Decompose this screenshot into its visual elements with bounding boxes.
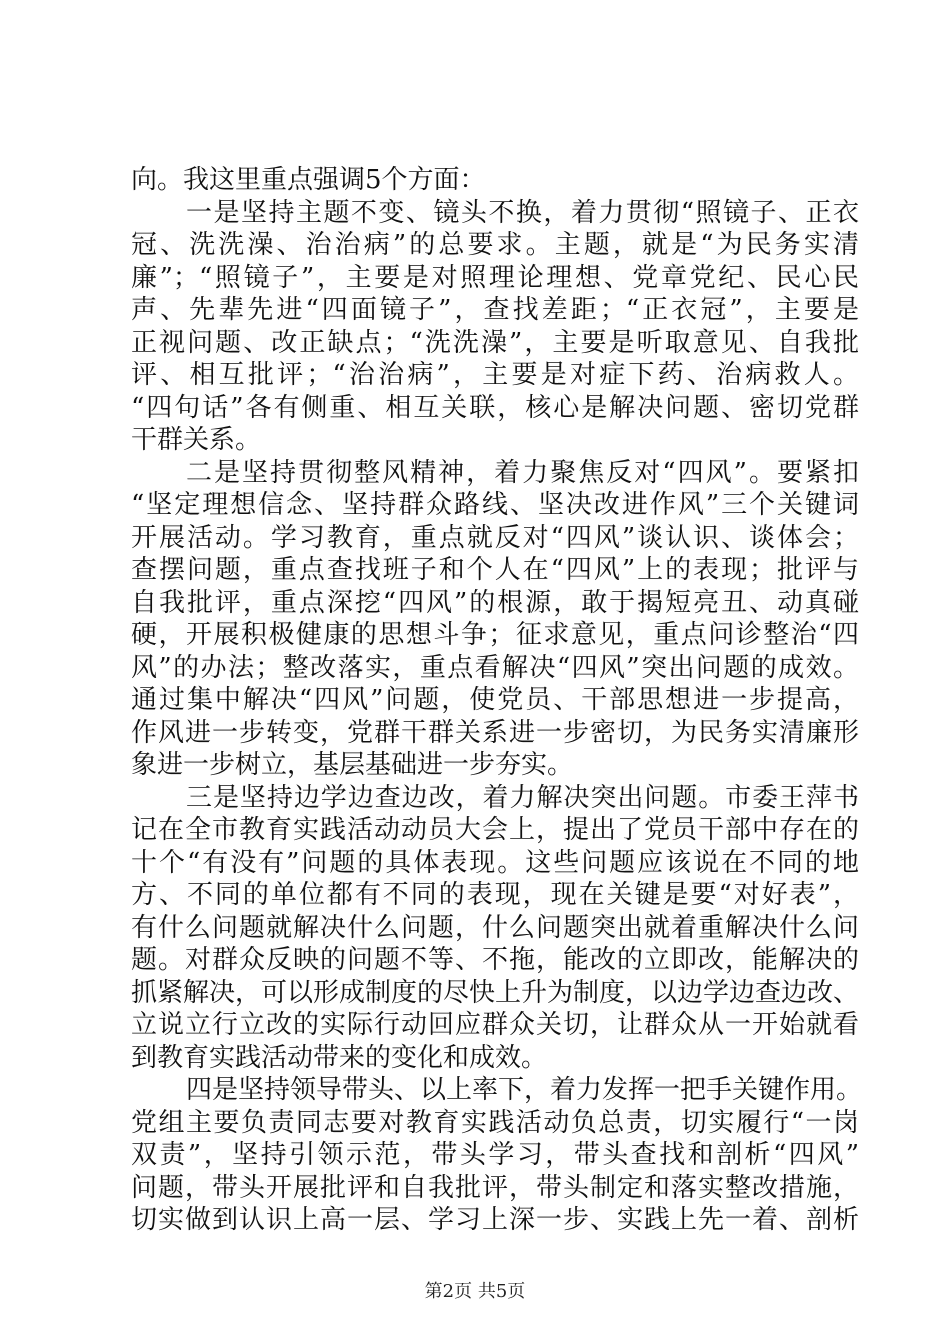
text-line: 作风进一步转变，党群干群关系进一步密切，为民务实清廉形 xyxy=(131,717,859,748)
text-line: 党组主要负责同志要对教育实践活动负总责，切实履行“一岗 xyxy=(131,1107,859,1138)
text-line: 正视问题、改正缺点；“洗洗澡”，主要是听取意见、自我批 xyxy=(131,327,859,358)
text-line: 方、不同的单位都有不同的表现，现在关键是要“对好表”， xyxy=(131,880,859,910)
text-line: 声、先辈先进“四面镜子”，查找差距；“正衣冠”，主要是 xyxy=(131,295,859,325)
text-line: “四句话”各有侧重、相互关联，核心是解决问题、密切党群 xyxy=(131,392,859,423)
text-line: 双责”，坚持引领示范，带头学习，带头查找和剖析“四风” xyxy=(131,1140,859,1170)
text-line: 切实做到认识上高一层、学习上深一步、实践上先一着、剖析 xyxy=(131,1205,859,1235)
page-footer: 第2页 共5页 xyxy=(424,1281,526,1302)
text-line: 三是坚持边学边查边改，着力解决突出问题。市委王萍书 xyxy=(186,782,859,813)
text-line: 硬，开展积极健康的思想斗争；征求意见，重点问诊整治“四 xyxy=(131,620,859,650)
text-line: 二是坚持贯彻整风精神，着力聚焦反对“四风”。要紧扣 xyxy=(186,457,859,488)
text-line: 立说立行立改的实际行动回应群众关切，让群众从一开始就看 xyxy=(131,1010,859,1040)
text-line: 象进一步树立，基层基础进一步夯实。 xyxy=(131,750,574,780)
text-line: 题。对群众反映的问题不等、不拖，能改的立即改，能解决的 xyxy=(131,945,859,975)
text-line: 记在全市教育实践活动动员大会上，提出了党员干部中存在的 xyxy=(131,815,859,845)
text-line: 通过集中解决“四风”问题，使党员、干部思想进一步提高， xyxy=(131,685,859,715)
text-line: 廉”；“照镜子”，主要是对照理论理想、党章党纪、民心民 xyxy=(131,262,859,293)
text-line: 有什么问题就解决什么问题，什么问题突出就着重解决什么问 xyxy=(131,912,859,943)
body-text xyxy=(131,164,863,1237)
text-line: 一是坚持主题不变、镜头不换，着力贯彻“照镜子、正衣 xyxy=(186,197,859,228)
text-line: 四是坚持领导带头、以上率下，着力发挥一把手关键作用。 xyxy=(186,1075,863,1105)
text-line: 评、相互批评；“治治病”，主要是对症下药、治病救人。 xyxy=(131,360,859,390)
text-line: 向。我这里重点强调5个方面： xyxy=(131,165,486,195)
text-line: 干群关系。 xyxy=(131,425,262,455)
text-line: 开展活动。学习教育，重点就反对“四风”谈认识、谈体会； xyxy=(131,522,859,553)
text-line: 问题，带头开展批评和自我批评，带头制定和落实整改措施， xyxy=(131,1172,859,1203)
text-line: 抓紧解决，可以形成制度的尽快上升为制度，以边学边查边改、 xyxy=(131,977,860,1008)
text-line: 到教育实践活动带来的变化和成效。 xyxy=(131,1042,548,1073)
text-line: 风”的办法；整改落实，重点看解决“四风”突出问题的成效。 xyxy=(131,652,859,683)
text-line: 查摆问题，重点查找班子和个人在“四风”上的表现；批评与 xyxy=(131,555,859,585)
text-line: 自我批评，重点深挖“四风”的根源，敢于揭短亮丑、动真碰 xyxy=(131,587,859,618)
text-line: 冠、洗洗澡、治治病”的总要求。主题，就是“为民务实清 xyxy=(131,230,859,260)
text-line: “坚定理想信念、坚持群众路线、坚决改进作风”三个关键词 xyxy=(131,490,859,520)
text-line: 十个“有没有”问题的具体表现。这些问题应该说在不同的地 xyxy=(131,847,859,878)
